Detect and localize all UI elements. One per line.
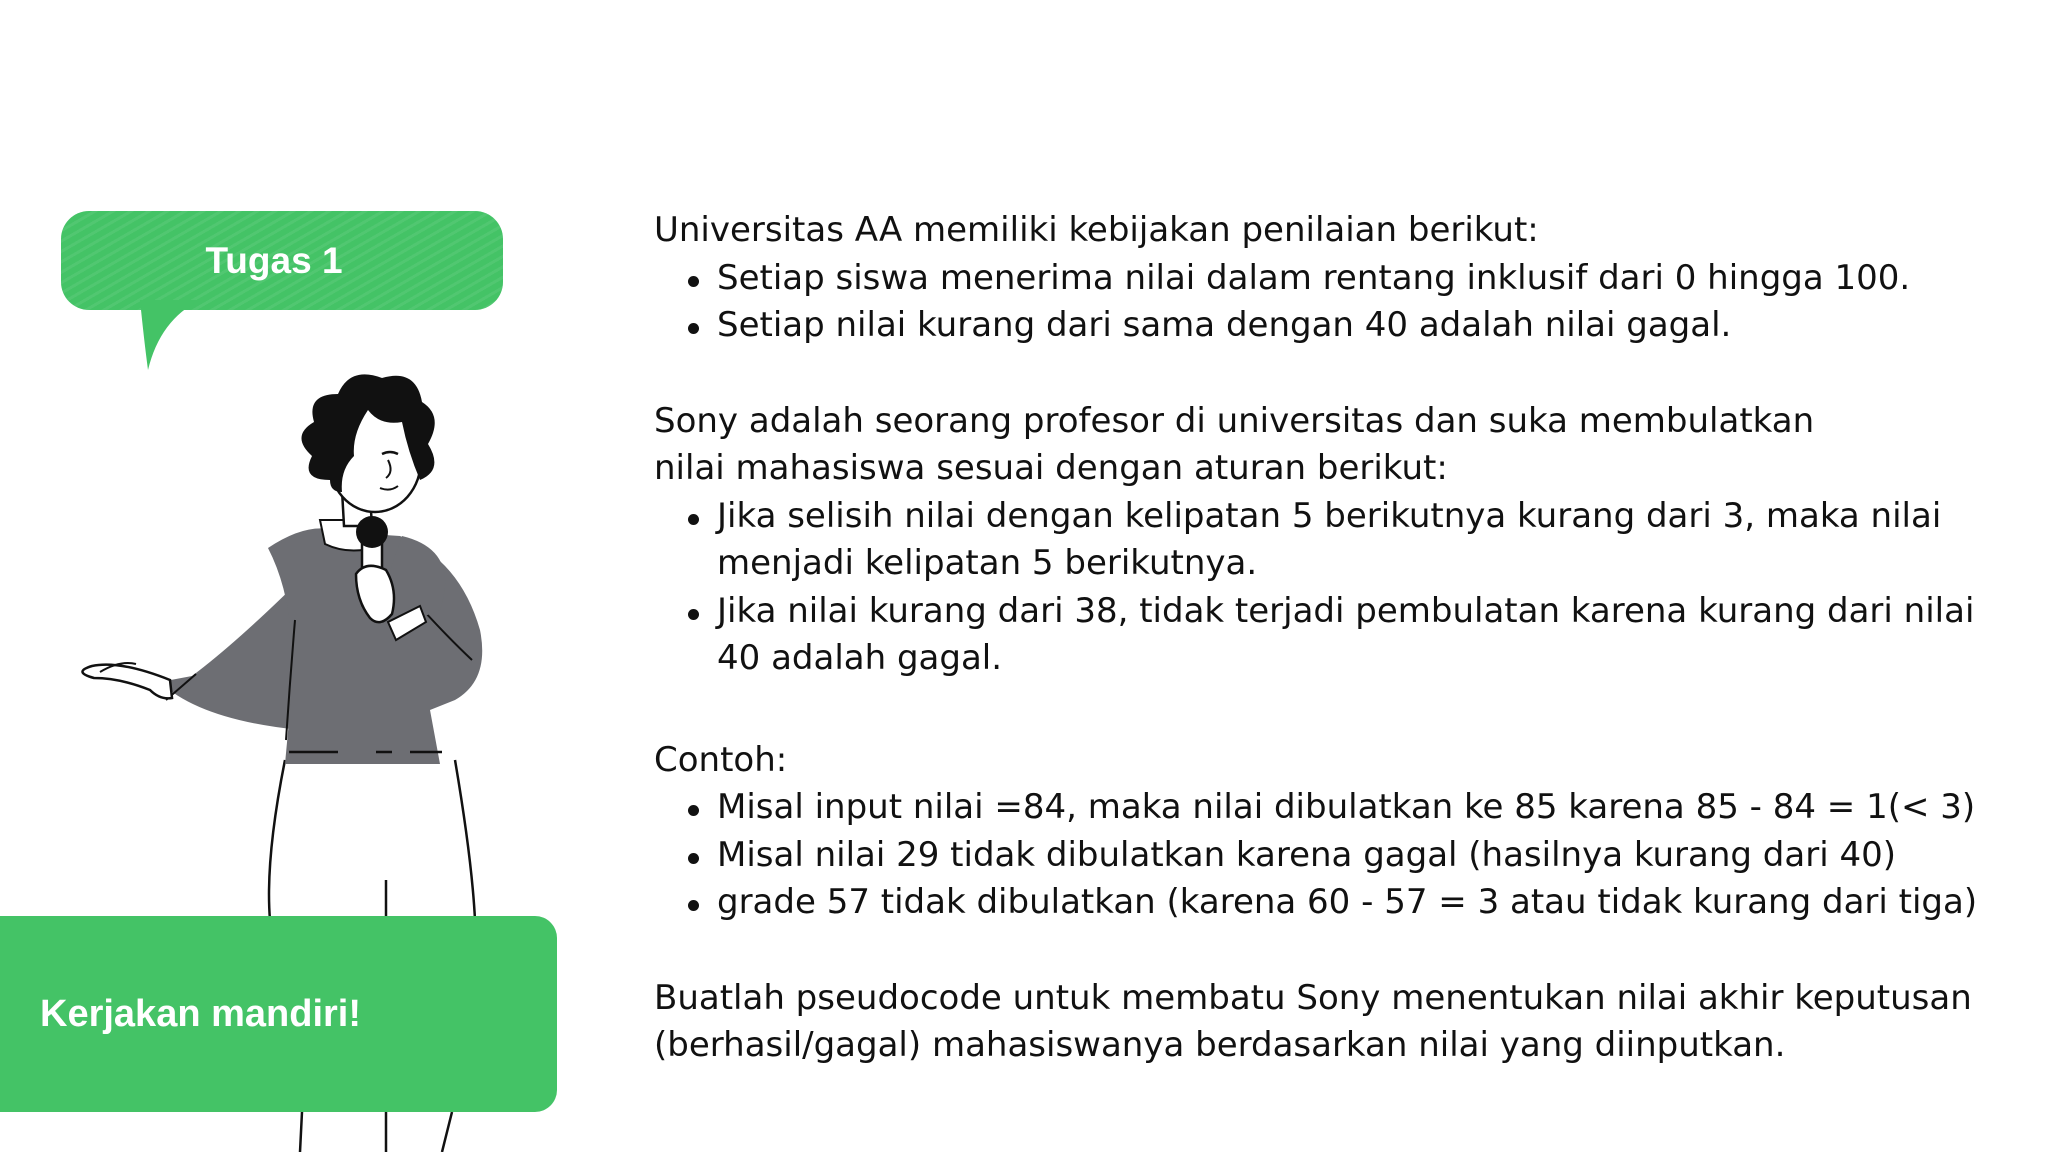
list-item: Misal nilai 29 tidak dibulatkan karena gagal (hasilnya kurang dari 40) xyxy=(717,832,1994,880)
task-line-1: Buatlah pseudocode untuk membatu Sony menentukan nilai akhir keputusan xyxy=(654,977,1972,1018)
task-title: Tugas 1 xyxy=(205,239,343,281)
instruction-box xyxy=(0,916,557,1112)
list-item: Jika selisih nilai dengan kelipatan 5 berikutnya kurang dari 3, maka nilai menjadi kelipatan 5 berikutnya. xyxy=(717,493,1994,588)
list-item: Setiap nilai kurang dari sama dengan 40 adalah nilai gagal. xyxy=(717,302,1994,350)
list-item: Setiap siswa menerima nilai dalam rentang inklusif dari 0 hingga 100. xyxy=(717,255,1994,303)
speech-bubble xyxy=(61,211,503,310)
instruction-label: Kerjakan mandiri! xyxy=(40,992,361,1035)
list-item: Misal input nilai =84, maka nilai dibulatkan ke 85 karena 85 - 84 = 1(< 3) xyxy=(717,784,1994,832)
list-item: grade 57 tidak dibulatkan (karena 60 - 57 = 3 atau tidak kurang dari tiga) xyxy=(717,879,1994,927)
example-list xyxy=(654,784,1994,927)
task-description xyxy=(654,207,1994,1070)
rules-intro-line-2: nilai mahasiswa sesuai dengan aturan berikut: xyxy=(654,448,1448,488)
list-item: Jika nilai kurang dari 38, tidak terjadi pembulatan karena kurang dari nilai 40 adalah gagal. xyxy=(717,588,1994,683)
policy-intro: Universitas AA memiliki kebijakan penilaian berikut: xyxy=(654,210,1539,250)
rules-intro-line-1: Sony adalah seorang profesor di universitas dan suka membulatkan xyxy=(654,400,1815,441)
example-title: Contoh: xyxy=(654,739,788,780)
task-line-2: (berhasil/gagal) mahasiswanya berdasarkan nilai yang diinputkan. xyxy=(654,1025,1786,1065)
rules-list xyxy=(654,493,1994,683)
policy-list xyxy=(654,255,1994,350)
